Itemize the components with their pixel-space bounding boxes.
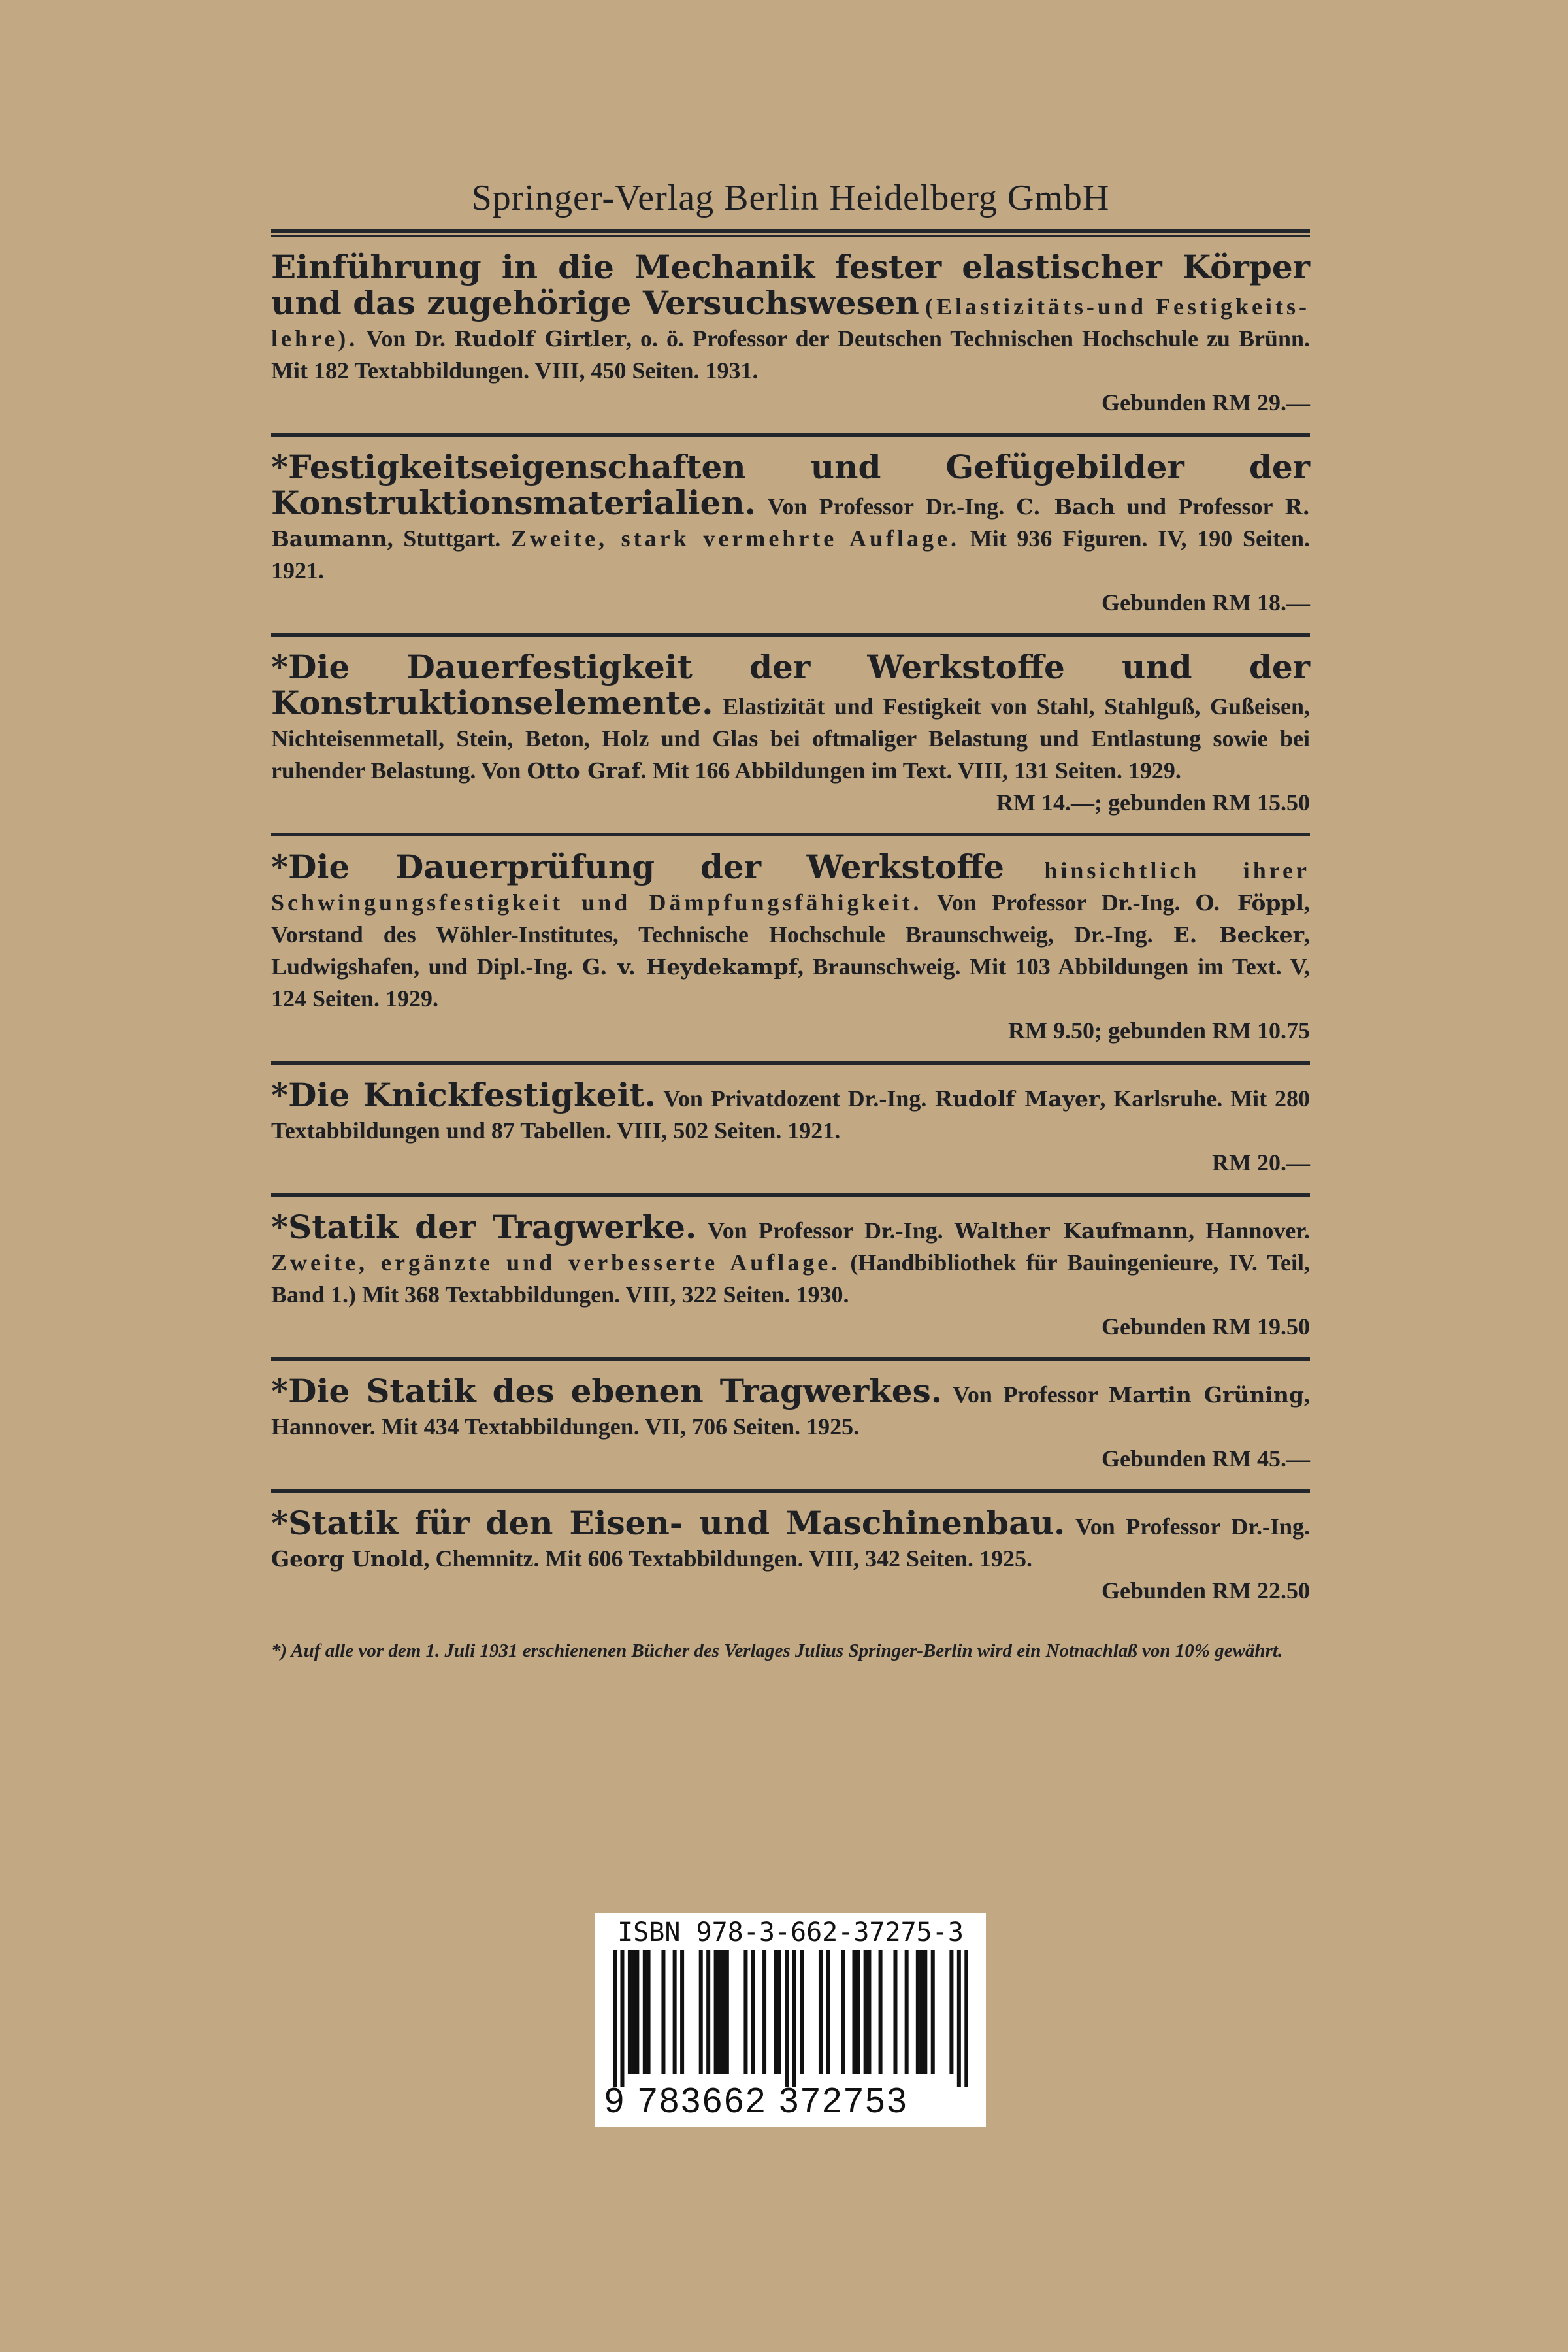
entry-text: Von Privatdozent Dr.-Ing. (663, 1085, 935, 1112)
barcode-bar (762, 1950, 766, 2074)
catalog-entry-6 (271, 1197, 1310, 1357)
entry-author: Georg Unold (271, 1546, 424, 1572)
entry-text: . Mit 166 Abbildungen im Text. VIII, 131 Seiten. 1929. (640, 757, 1181, 784)
entry-title: *Die Dauerfestigkeit der Werkstoffe und der Konstruktionselemente. (271, 648, 1310, 722)
barcode-bar (800, 1950, 804, 2074)
barcode-bar (721, 1950, 725, 2074)
footnote: *) Auf alle vor dem 1. Juli 1931 erschienenen Bücher des Verlages Julius Springer-Berlin wird ein Notnachlaß von 10% gewährt. (271, 1640, 1283, 1661)
barcode-bar (743, 1950, 747, 2074)
barcode-bar (841, 1950, 845, 2074)
catalog-entry-5 (271, 1065, 1310, 1193)
entry-author: G. v. Heydekampf (582, 954, 798, 980)
barcode-bar (826, 1950, 830, 2074)
barcode-bar (777, 1950, 781, 2074)
barcode-bar (632, 1950, 636, 2074)
entry-title: *Statik für den Eisen- und Maschinenbau. (271, 1504, 1066, 1542)
barcode-bar (856, 1950, 860, 2074)
entry-edition: Zweite, ergänzte und verbesserte Auflage. (271, 1250, 841, 1276)
entry-author: C. Bach (1016, 494, 1115, 520)
entry-title: *Festigkeitseigenschaften und Gefügebilder der Konstruktionsmaterialien. (271, 448, 1310, 522)
entry-price: RM 14.—; gebunden RM 15.50 (996, 789, 1310, 816)
barcode-bar (792, 1950, 796, 2087)
barcode-bar (905, 1950, 909, 2074)
ean-first-digit: 9 (604, 2081, 627, 2120)
entry-author: E. Becker (1173, 922, 1305, 948)
entry-author: Rudolf Girtler (454, 326, 626, 352)
barcode-bar (864, 1950, 868, 2074)
entry-text: Von Professor Dr.-Ing. (767, 493, 1017, 520)
catalog-entry-3 (271, 637, 1310, 833)
catalog-entry-2 (271, 437, 1310, 633)
entry-price: RM 20.— (1212, 1150, 1310, 1176)
entry-text: , Vorstand des Wöhler-Institutes, Technische Hochschule Braunschweig, Dr.-Ing. (271, 889, 1311, 948)
entry-title: Einführung in die Mechanik fester elastischer Körper und das zugehörige Versuchswesen (271, 248, 1310, 322)
entry-author: Martin Grüning (1108, 1382, 1304, 1408)
barcode-bar (643, 1950, 647, 2074)
catalog-entry-4 (271, 836, 1310, 1061)
barcode-bar (613, 1950, 617, 2087)
entry-title: *Die Dauerprüfung der Werkstoffe (271, 848, 1005, 886)
entry-title: *Die Knickfestigkeit. (271, 1076, 656, 1114)
entry-text: , Ludwigshafen, und Dipl.-Ing. (271, 921, 1311, 980)
barcode-bar (879, 1950, 883, 2074)
barcode-bar (867, 1950, 871, 2074)
isbn-label: ISBN 978-3-662-37275-3 (617, 1917, 964, 1947)
barcode-bar (635, 1950, 639, 2074)
barcode-bar (949, 1950, 953, 2074)
entry-text: , Chemnitz. Mit 606 Textabbildungen. VIII, 342 Seiten. 1925. (423, 1546, 1032, 1572)
entry-subtitle: hinsichtlich ihrer Schwingungsfestigkeit und Dämpfungsfähigkeit. (271, 857, 1310, 916)
entry-text: , o. ö. Professor der Deutschen Technischen Hochschule zu Brünn. Mit 182 Textabbildungen. VIII, 450 Seiten. 1931. (271, 325, 1310, 384)
entry-author: O. Föppl (1195, 890, 1305, 916)
entry-text: Elastizität und Festigkeit von Stahl, Stahlguß, Gußeisen, Nichteisenmetall, Stein, Beton, Holz und Glas bei oftmaliger Belastung und Entlastung sowie bei ruhender Belastung. Von (271, 693, 1310, 784)
entry-text: Von Dr. (366, 325, 455, 352)
barcode-bar (923, 1950, 927, 2074)
entry-title: *Statik der Tragwerke. (271, 1208, 697, 1246)
entry-price: Gebunden RM 18.— (1101, 589, 1310, 616)
entry-text: Von Professor Dr.-Ing. (922, 889, 1196, 916)
catalog-entry-1 (271, 237, 1310, 433)
barcode-bars (613, 1950, 968, 2087)
entry-author: Otto Graf (527, 758, 641, 784)
entry-text: , Hannover. (1188, 1217, 1310, 1244)
barcode-bar (964, 1950, 968, 2087)
entry-price: Gebunden RM 29.— (1101, 389, 1310, 416)
barcode-bar (957, 1950, 961, 2087)
barcode-bar (893, 1950, 897, 2074)
entry-text: (Handbibliothek für Bauingenieure, IV. Teil, Band 1.) Mit 368 Textabbildungen. VIII, 322 Seiten. 1930. (271, 1250, 1310, 1308)
entry-text: und Professor (1115, 493, 1285, 520)
barcode-bar (628, 1950, 632, 2074)
entry-price: Gebunden RM 45.— (1101, 1446, 1310, 1472)
barcode-bar (819, 1950, 823, 2074)
entry-price: Gebunden RM 19.50 (1101, 1314, 1310, 1340)
barcode-bar (774, 1950, 777, 2074)
catalog-entry-7 (271, 1361, 1310, 1489)
barcode-bar (920, 1950, 924, 2074)
entry-edition: Zweite, stark vermehrte Auflage. (510, 525, 960, 552)
entry-text: Von Professor (953, 1382, 1109, 1408)
entry-price: Gebunden RM 22.50 (1101, 1578, 1310, 1604)
entry-author: Walther Kaufmann (954, 1218, 1188, 1244)
ean-left-group: 783662 (638, 2081, 768, 2120)
barcode-bar (751, 1950, 755, 2074)
catalog-column (271, 171, 1310, 1663)
barcode-bar (680, 1950, 684, 2074)
entry-subtitle: (Elastizitäts-und Festigkeits-lehre). (271, 293, 1310, 352)
barcode-bar (714, 1950, 718, 2074)
barcode-bar (673, 1950, 677, 2074)
header-double-rule (271, 229, 1310, 237)
barcode-bar (706, 1950, 710, 2074)
entry-text: Mit 936 Figuren. IV, 190 Seiten. 1921. (271, 525, 1310, 584)
entry-text: , Stuttgart. (387, 525, 511, 552)
entry-text: , Braunschweig. Mit 103 Abbildungen im Text. V, 124 Seiten. 1929. (271, 953, 1310, 1012)
barcode-bar (717, 1950, 721, 2074)
barcode-bar (647, 1950, 651, 2074)
barcode-bar (916, 1950, 920, 2074)
barcode-bar (699, 1950, 703, 2074)
barcode-bar (852, 1950, 856, 2074)
ean-right-group: 372753 (779, 2081, 909, 2120)
catalog-entry-8 (271, 1493, 1310, 1621)
publisher-header: Springer-Verlag Berlin Heidelberg GmbH (471, 178, 1110, 218)
entry-text: Von Professor Dr.-Ing. (708, 1217, 955, 1244)
isbn-barcode (595, 1913, 986, 2127)
barcode-bar (725, 1950, 729, 2074)
entry-text: , Hannover. Mit 434 Textabbildungen. VII, 706 Seiten. 1925. (271, 1382, 1310, 1440)
barcode-bar (785, 1950, 789, 2087)
barcode-bar (620, 1950, 624, 2087)
entry-title: *Die Statik des ebenen Tragwerkes. (271, 1372, 943, 1410)
barcode-bar (931, 1950, 935, 2074)
entry-price: RM 9.50; gebunden RM 10.75 (1007, 1018, 1310, 1044)
barcode-bar (661, 1950, 665, 2074)
entry-author: Rudolf Mayer (934, 1086, 1100, 1112)
ean-digits (604, 2080, 977, 2121)
entry-text: Von Professor Dr.-Ing. (1075, 1514, 1310, 1540)
entry-author: R. Baumann (271, 494, 1310, 552)
entry-text: , Karlsruhe. Mit 280 Textabbildungen und 87 Tabellen. VIII, 502 Seiten. 1921. (271, 1085, 1310, 1144)
